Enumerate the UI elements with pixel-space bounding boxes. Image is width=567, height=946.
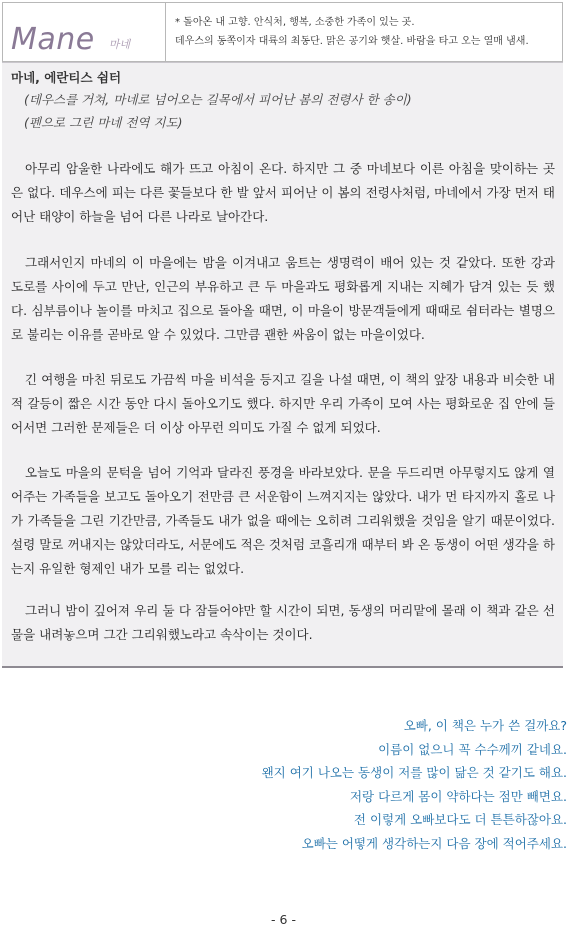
section-title: 마네, 에란티스 쉼터	[11, 70, 122, 85]
body-paragraph: 오늘도 마을의 문턱을 넘어 기억과 달라진 풍경을 바라보았다. 문을 두드리면 아무렇지도 않게 열어주는 가족들을 보고도 돌아오기 전만큼 큰 서운함이 느껴지지는 않았다. 내가 먼 타지까지 홀로 나가 가족들을 그린 기간만큼, 가족들도 내가 없을 때에는 오히려 그리워했을 것임을 알기 때문이었다. 설령 말로 꺼내지는 않았더라도, 서문에도 적은 것처럼 코흘리개 때부터 봐 온 동생이 어떤 생각을 하는지 유일한 형제인 내가 모를 리는 없었다.	[11, 465, 555, 576]
note-line: 오빠는 어떻게 생각하는지 다음 장에 적어주세요.	[301, 835, 567, 851]
note-line: 이름이 없으니 꼭 수수께끼 같네요.	[378, 741, 567, 757]
note-line: 오빠, 이 책은 누가 쓴 걸까요?	[403, 718, 567, 733]
body-paragraph: 긴 여행을 마친 뒤로도 가끔씩 마을 비석을 등지고 길을 나설 때면, 이 책의 앞장 내용과 비슷한 내적 갈등이 짧은 시간 동안 다시 돌아오기도 했다. 하지만 우리 가족이 모여 사는 평화로운 집 안에 들어서면 그러한 문제들은 더 이상 아무런 의미도 가질 수 없게 되었다.	[11, 372, 555, 435]
logo	[3, 3, 166, 61]
handwritten-note	[7, 714, 567, 855]
note-line: 전 이렇게 오빠보다도 더 튼튼하잖아요.	[353, 812, 567, 827]
page-number: - 6 -	[271, 912, 296, 927]
subtitle-caption: (데우스를 거쳐, 마네로 넘어오는 길목에서 피어난 봄의 전령사 한 송이)	[24, 92, 412, 107]
body-paragraph: 아무리 암울한 나라에도 해가 뜨고 아침이 온다. 하지만 그 중 마네보다 이른 아침을 맞이하는 곳은 없다. 데우스에 피는 다른 꽃들보다 한 발 앞서 피어난 이 봄의 전령사처럼, 마네에서 가장 먼저 태어난 태양이 하늘을 넘어 다른 나라로 날아간다.	[11, 161, 555, 224]
page-header	[2, 2, 563, 62]
location-info	[175, 13, 556, 51]
note-line: 저랑 다르게 몸이 약하다는 점만 빼면요.	[349, 788, 567, 804]
info-line: 데우스의 동쪽이자 대륙의 최동단. 맑은 공기와 햇살. 바람을 타고 오는 열매 냄새.	[175, 36, 529, 47]
note-line: 왠지 여기 나오는 동생이 저를 많이 닮은 것 같기도 해요.	[261, 765, 567, 780]
logo-subtitle: 마네	[108, 38, 131, 51]
body-paragraph: 그러니 밤이 깊어져 우리 둘 다 잠들어야만 할 시간이 되면, 동생의 머리맡에 몰래 이 책과 같은 선물을 내려놓으며 그간 그리워했노라고 속삭이는 것이다.	[11, 603, 555, 642]
subtitle-caption: (펜으로 그린 마네 전역 지도)	[24, 115, 183, 130]
logo-title: Mane	[11, 22, 95, 57]
info-line: * 돌아온 내 고향. 안식처, 행복, 소중한 가족이 있는 곳.	[175, 17, 415, 28]
body-paragraph: 그래서인지 마네의 이 마을에는 밤을 이겨내고 움트는 생명력이 배어 있는 것 같았다. 또한 강과 도로를 사이에 두고 만난, 인근의 부유하고 큰 두 마을과도 평화롭게 지내는 지혜가 담겨 있는 듯 했다. 심부름이나 놀이를 마치고 집으로 돌아올 때면, 이 마을이 방문객들에게 때때로 쉼터라는 별명으로 불리는 이유를 곧바로 알 수 있었다. 그만큼 괜한 싸움이 없는 마을이었다.	[11, 255, 555, 342]
content-box	[2, 62, 563, 668]
